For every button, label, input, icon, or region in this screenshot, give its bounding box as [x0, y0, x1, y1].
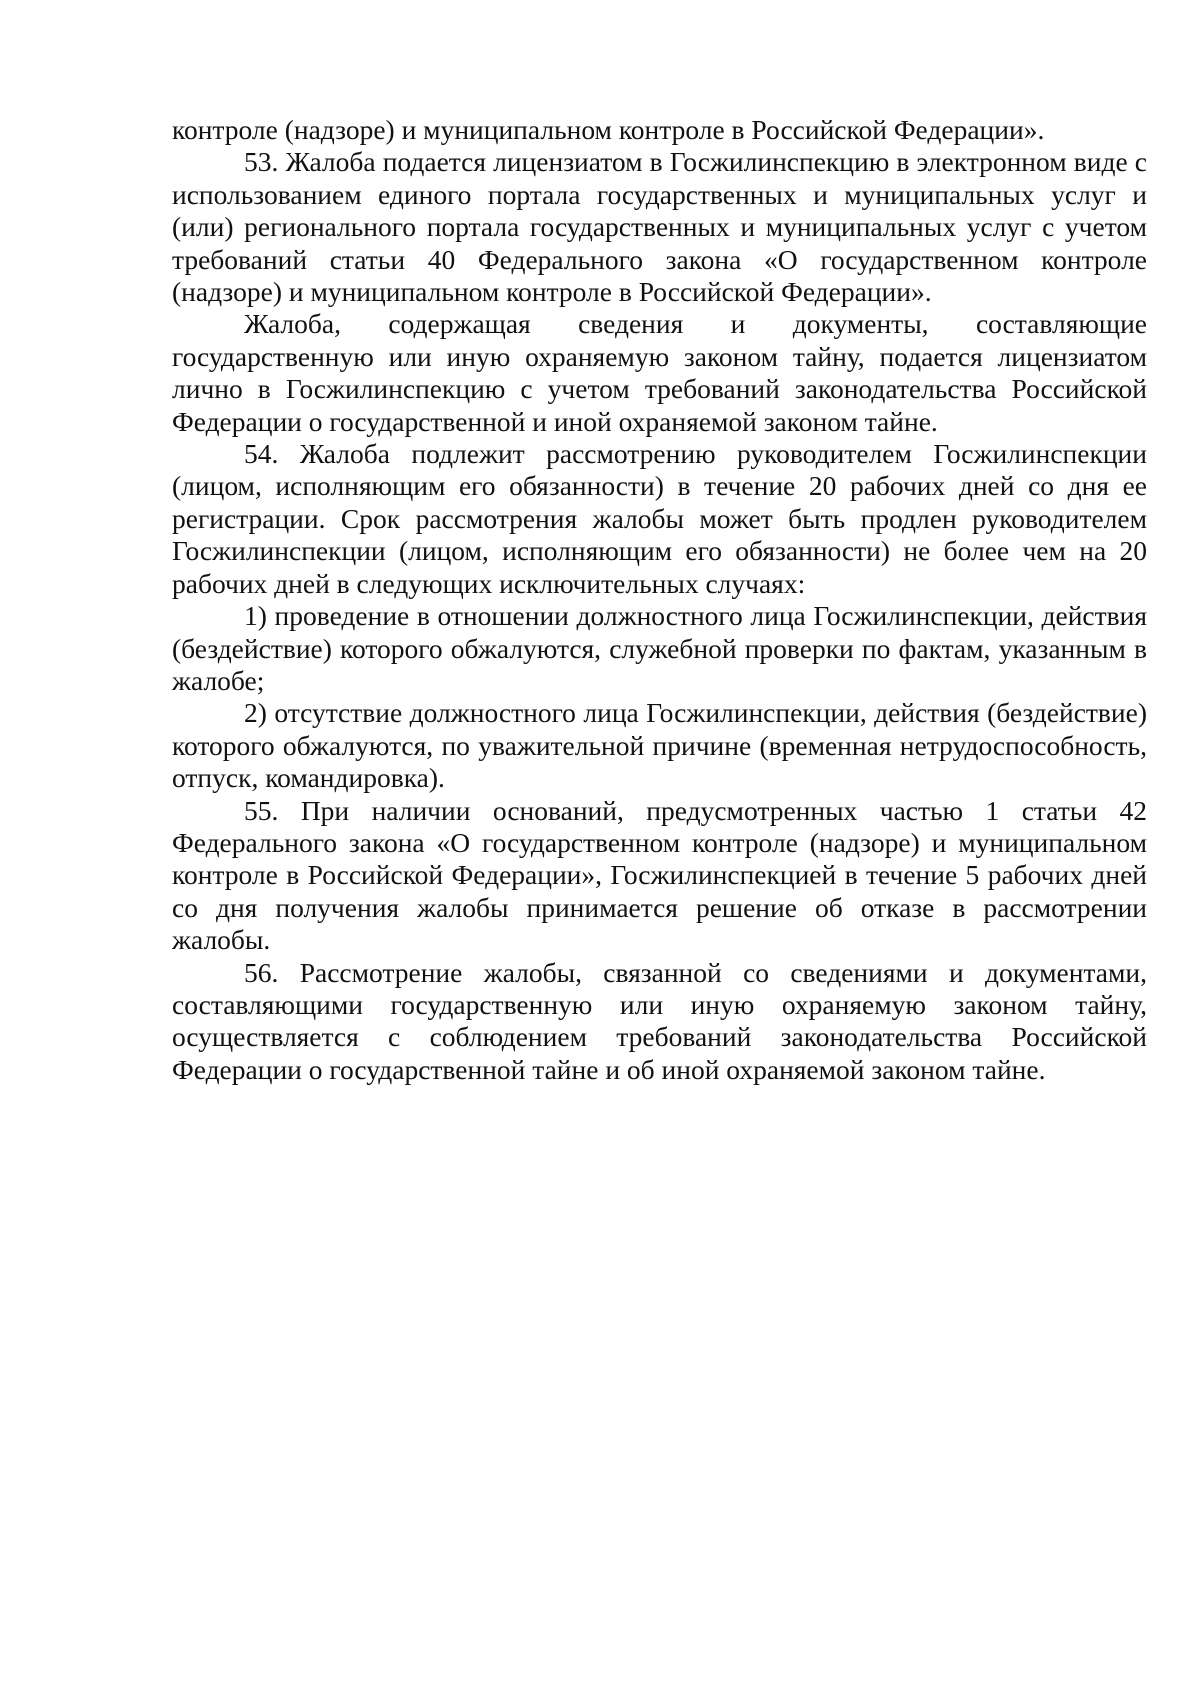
- paragraph-56: 56. Рассмотрение жалобы, связанной со сведениями и документами, составляющими государственную или иную охраняемую законом тайну, осуществляется с соблюдением требований законодательства Российской Федерации о государственной тайне и об иной охраняемой законом тайне.: [172, 956, 1147, 1085]
- paragraph-53: 53. Жалоба подается лицензиатом в Госжилинспекцию в электронном виде с использованием единого портала государственных и муниципальных услуг и (или) регионального портала государственных и муниципальных услуг с учетом требований статьи 40 Федерального закона «О государственном контроле (надзоре) и муниципальном контроле в Российской Федерации».: [172, 146, 1147, 308]
- document-body: [172, 114, 1147, 1086]
- paragraph-continuation: контроле (надзоре) и муниципальном контроле в Российской Федерации».: [172, 114, 1045, 145]
- paragraph-54-item-1: 1) проведение в отношении должностного лица Госжилинспекции, действия (бездействие) которого обжалуются, служебной проверки по фактам, указанным в жалобе;: [172, 600, 1147, 696]
- paragraph-54-item-2: 2) отсутствие должностного лица Госжилинспекции, действия (бездействие) которого обжалуются, по уважительной причине (временная нетрудоспособность, отпуск, командировка).: [172, 697, 1147, 794]
- paragraph-55: 55. При наличии оснований, предусмотренных частью 1 статьи 42 Федерального закона «О государственном контроле (надзоре) и муниципальном контроле в Российской Федерации», Госжилинспекцией в течение 5 рабочих дней со дня получения жалобы принимается решение об отказе в рассмотрении жалобы.: [172, 794, 1147, 956]
- paragraph-54: 54. Жалоба подлежит рассмотрению руководителем Госжилинспекции (лицом, исполняющим его обязанности) в течение 20 рабочих дней со дня ее регистрации. Срок рассмотрения жалобы может быть продлен руководителем Госжилинспекции (лицом, исполняющим его обязанности) не более чем на 20 рабочих дней в следующих исключительных случаях:: [172, 438, 1147, 599]
- paragraph-53-secret: Жалоба, содержащая сведения и документы, составляющие государственную или иную охраняемую законом тайну, подается лицензиатом лично в Госжилинспекцию с учетом требований законодательства Российской Федерации о государственной и иной охраняемой законом тайне.: [172, 308, 1147, 437]
